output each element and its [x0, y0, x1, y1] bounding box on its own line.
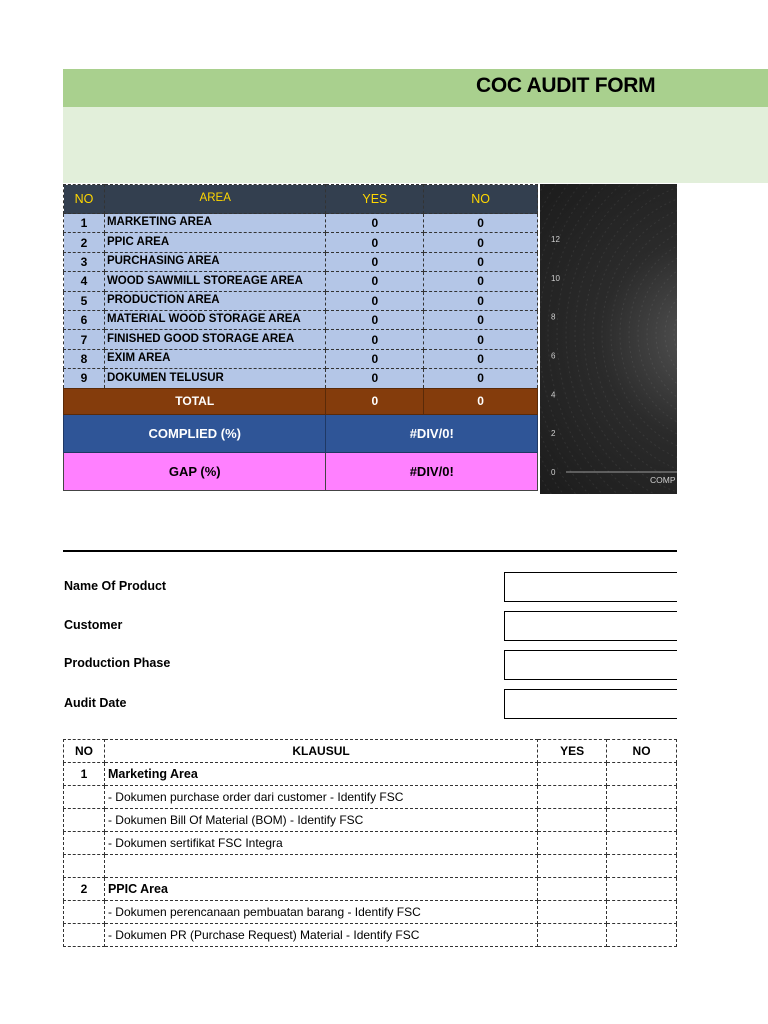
- row-area: PURCHASING AREA: [104, 252, 326, 271]
- row-no: 9: [64, 369, 105, 388]
- y-tick-label: 10: [551, 273, 560, 283]
- clause-yes-cell[interactable]: [538, 924, 607, 947]
- summary-row: [64, 349, 538, 368]
- y-tick-label: 4: [551, 390, 556, 400]
- complied-value: #DIV/0!: [326, 414, 538, 452]
- field-label-phase: Production Phase: [64, 656, 171, 670]
- row-no: 1: [64, 214, 105, 233]
- row-yes[interactable]: 0: [326, 291, 424, 310]
- row-no: 6: [64, 310, 105, 329]
- row-no-val[interactable]: 0: [424, 310, 538, 329]
- total-no: 0: [424, 388, 538, 414]
- col-no-header: NO: [64, 185, 105, 214]
- chart-bg-arc: [593, 192, 677, 476]
- chart-bg-arc: [611, 214, 677, 454]
- field-label-product: Name Of Product: [64, 579, 167, 593]
- clause-header-row: [64, 740, 677, 763]
- clause-row: [64, 924, 677, 947]
- chart-bg-arc: [566, 184, 677, 494]
- row-no-val[interactable]: 0: [424, 330, 538, 349]
- clause-no-cell[interactable]: [607, 901, 677, 924]
- row-no: 5: [64, 291, 105, 310]
- compliance-chart: [540, 184, 677, 494]
- y-tick-label: 12: [551, 235, 560, 244]
- chart-bg-arc: [629, 236, 677, 432]
- total-label: TOTAL: [64, 388, 326, 414]
- chart-bg-arc: [540, 184, 677, 494]
- clause-no: 2: [64, 878, 105, 901]
- total-row: [64, 388, 538, 414]
- summary-row: [64, 310, 538, 329]
- summary-row: [64, 214, 538, 233]
- clause-no-cell[interactable]: [607, 924, 677, 947]
- row-yes[interactable]: 0: [326, 272, 424, 291]
- row-no-val[interactable]: 0: [424, 214, 538, 233]
- row-no-val[interactable]: 0: [424, 369, 538, 388]
- row-yes[interactable]: 0: [326, 252, 424, 271]
- clause-table: [63, 739, 677, 947]
- clause-row: [64, 763, 677, 786]
- row-area: FINISHED GOOD STORAGE AREA: [104, 330, 326, 349]
- row-area: MATERIAL WOOD STORAGE AREA: [104, 310, 326, 329]
- clause-yes-cell[interactable]: [538, 832, 607, 855]
- row-no-val[interactable]: 0: [424, 272, 538, 291]
- clause-text: Marketing Area: [104, 763, 537, 786]
- gap-row: [64, 452, 538, 490]
- y-tick-label: 8: [551, 312, 556, 322]
- row-area: WOOD SAWMILL STOREAGE AREA: [104, 272, 326, 291]
- y-tick-label: 0: [551, 468, 556, 477]
- clause-col-klausul: KLAUSUL: [104, 740, 537, 763]
- row-no-val[interactable]: 0: [424, 349, 538, 368]
- clause-text: PPIC Area: [104, 878, 537, 901]
- summary-row: [64, 252, 538, 271]
- row-no-val[interactable]: 0: [424, 233, 538, 252]
- product-name-field[interactable]: [504, 572, 677, 602]
- row-yes[interactable]: 0: [326, 330, 424, 349]
- clause-no-cell[interactable]: [607, 855, 677, 878]
- clause-yes-cell[interactable]: [538, 878, 607, 901]
- clause-row: [64, 855, 677, 878]
- clause-yes-cell[interactable]: [538, 809, 607, 832]
- clause-row: [64, 832, 677, 855]
- clause-text: - Dokumen sertifikat FSC Integra: [104, 832, 537, 855]
- clause-yes-cell[interactable]: [538, 763, 607, 786]
- row-no: 4: [64, 272, 105, 291]
- summary-header-row: [64, 185, 538, 214]
- complied-label: COMPLIED (%): [64, 414, 326, 452]
- clause-text: - Dokumen perencanaan pembuatan barang - Identify FSC: [104, 901, 537, 924]
- chart-bg-arc: [665, 280, 677, 388]
- gap-label: GAP (%): [64, 452, 326, 490]
- summary-row: [64, 272, 538, 291]
- chart-bg-arc: [540, 184, 677, 494]
- clause-no: [64, 901, 105, 924]
- clause-col-no2: NO: [607, 740, 677, 763]
- col-yes-header: YES: [326, 185, 424, 214]
- col-area-header: AREA: [104, 185, 326, 214]
- row-area: PPIC AREA: [104, 233, 326, 252]
- row-no-val[interactable]: 0: [424, 252, 538, 271]
- y-tick-label: 2: [551, 429, 556, 439]
- row-no: 2: [64, 233, 105, 252]
- clause-no: [64, 924, 105, 947]
- row-no: 7: [64, 330, 105, 349]
- title-subband: [63, 107, 768, 183]
- clause-no-cell[interactable]: [607, 878, 677, 901]
- customer-field[interactable]: [504, 611, 677, 641]
- complied-row: [64, 414, 538, 452]
- clause-yes-cell[interactable]: [538, 855, 607, 878]
- x-category-label: COMP: [650, 475, 676, 485]
- row-area: DOKUMEN TELUSUR: [104, 369, 326, 388]
- total-yes: 0: [326, 388, 424, 414]
- clause-no: [64, 832, 105, 855]
- chart-bg-arc: [540, 184, 677, 494]
- clause-no: [64, 786, 105, 809]
- chart-bg-arc: [540, 184, 677, 494]
- chart-bg-arc: [638, 247, 677, 421]
- clause-no: [64, 855, 105, 878]
- clause-no: [64, 809, 105, 832]
- production-phase-field[interactable]: [504, 650, 677, 680]
- clause-no-cell[interactable]: [607, 832, 677, 855]
- summary-row: [64, 233, 538, 252]
- chart-bg-arc: [540, 184, 677, 494]
- clause-col-yes: YES: [538, 740, 607, 763]
- field-label-date: Audit Date: [64, 696, 127, 710]
- row-yes[interactable]: 0: [326, 369, 424, 388]
- clause-row: [64, 786, 677, 809]
- chart-bg-arc: [620, 225, 677, 443]
- clause-row: [64, 901, 677, 924]
- gap-value: #DIV/0!: [326, 452, 538, 490]
- chart-bg-arc: [540, 184, 677, 494]
- audit-date-field[interactable]: [504, 689, 677, 719]
- clause-col-no: NO: [64, 740, 105, 763]
- chart-bg-arc: [540, 184, 677, 494]
- row-area: MARKETING AREA: [104, 214, 326, 233]
- row-area: PRODUCTION AREA: [104, 291, 326, 310]
- chart-bg-arc: [602, 203, 677, 465]
- row-yes[interactable]: 0: [326, 214, 424, 233]
- title-bar: [63, 69, 768, 107]
- row-no-val[interactable]: 0: [424, 291, 538, 310]
- chart-bg-arc: [647, 258, 677, 410]
- chart-svg: [540, 184, 677, 494]
- clause-yes-cell[interactable]: [538, 901, 607, 924]
- clause-text: - Dokumen PR (Purchase Request) Material - Identify FSC: [104, 924, 537, 947]
- row-no: 8: [64, 349, 105, 368]
- summary-table: [63, 184, 538, 491]
- row-yes[interactable]: 0: [326, 349, 424, 368]
- clause-no: 1: [64, 763, 105, 786]
- field-label-customer: Customer: [64, 618, 123, 632]
- section-divider: [63, 550, 677, 552]
- clause-no-cell[interactable]: [607, 763, 677, 786]
- clause-no-cell[interactable]: [607, 786, 677, 809]
- clause-yes-cell[interactable]: [538, 786, 607, 809]
- col-no2-header: NO: [424, 185, 538, 214]
- summary-row: [64, 369, 538, 388]
- summary-row: [64, 291, 538, 310]
- row-area: EXIM AREA: [104, 349, 326, 368]
- clause-text: - Dokumen Bill Of Material (BOM) - Identify FSC: [104, 809, 537, 832]
- row-yes[interactable]: 0: [326, 310, 424, 329]
- row-yes[interactable]: 0: [326, 233, 424, 252]
- clause-no-cell[interactable]: [607, 809, 677, 832]
- summary-row: [64, 330, 538, 349]
- chart-bg-arc: [674, 291, 677, 377]
- clause-text: - Dokumen purchase order dari customer - Identify FSC: [104, 786, 537, 809]
- clause-text: [104, 855, 537, 878]
- y-tick-label: 6: [551, 351, 556, 361]
- form-title: COC AUDIT FORM: [476, 74, 656, 97]
- chart-bg-arc: [540, 184, 677, 494]
- clause-row: [64, 878, 677, 901]
- row-no: 3: [64, 252, 105, 271]
- clause-row: [64, 809, 677, 832]
